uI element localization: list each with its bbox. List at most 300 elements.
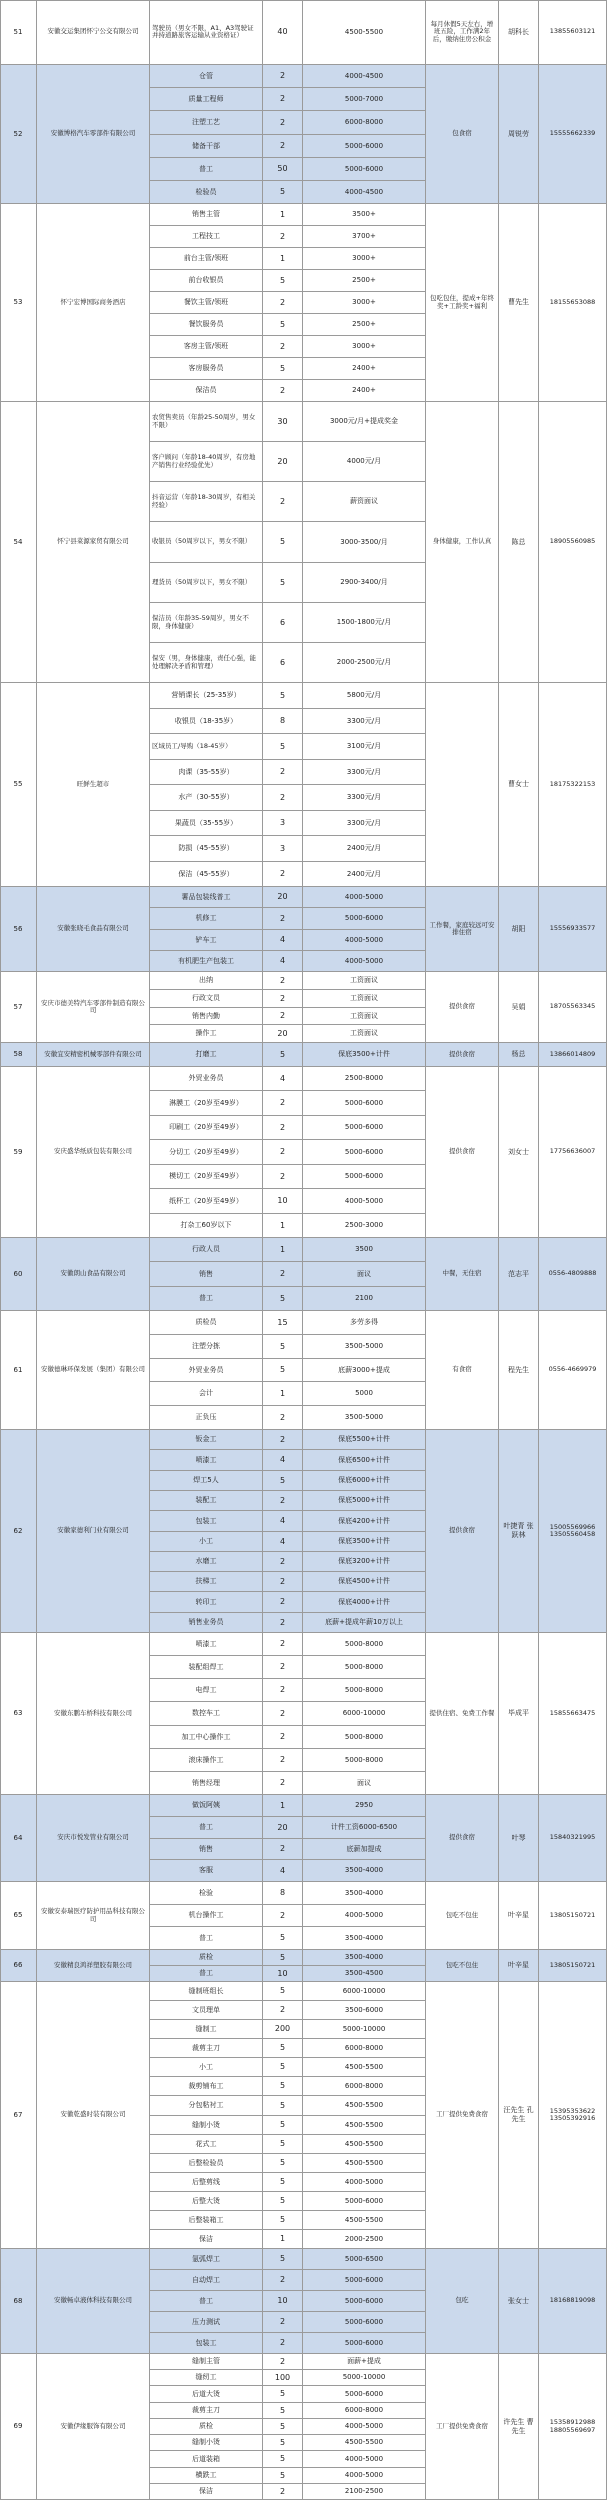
job-salary: 4000-5000 xyxy=(303,2451,426,2468)
company-name: 安徽乾盛时装有限公司 xyxy=(37,1982,150,2249)
benefits-remark: 有食宿 xyxy=(426,1311,499,1430)
job-count: 2 xyxy=(263,65,303,88)
job-count: 20 xyxy=(263,887,303,908)
job-salary: 5000-7000 xyxy=(303,88,426,111)
job-count: 20 xyxy=(263,1025,303,1043)
job-salary: 面议 xyxy=(303,1262,426,1287)
job-count: 5 xyxy=(263,2173,303,2192)
job-salary: 3500+ xyxy=(303,204,426,226)
phone-number[interactable]: 18168819098 xyxy=(539,2249,607,2354)
job-salary: 5000-6000 xyxy=(303,2386,426,2403)
job-count: 2 xyxy=(263,1572,303,1592)
job-count: 10 xyxy=(263,2291,303,2312)
job-count: 5 xyxy=(263,2451,303,2468)
job-salary: 3500-4500 xyxy=(303,1966,426,1982)
job-count: 2 xyxy=(263,1140,303,1165)
job-position: 注塑分拣 xyxy=(150,1335,263,1359)
job-salary: 多劳多得 xyxy=(303,1311,426,1335)
job-count: 2 xyxy=(263,336,303,358)
job-count: 5 xyxy=(263,2135,303,2154)
job-position: 销售内勤 xyxy=(150,1008,263,1025)
job-salary: 5000-6000 xyxy=(303,158,426,181)
job-salary: 保底4200+计件 xyxy=(303,1511,426,1532)
phone-number[interactable]: 13855603121 xyxy=(539,0,607,65)
contact-person: 范志平 xyxy=(499,1238,539,1311)
job-salary: 保底5000+计件 xyxy=(303,1491,426,1511)
phone-number[interactable]: 18175322153 xyxy=(539,683,607,887)
phone-number[interactable]: 18155653088 xyxy=(539,204,607,402)
row-number: 51 xyxy=(0,0,37,65)
row-number: 68 xyxy=(0,2249,37,2354)
job-salary: 4000-5000 xyxy=(303,2419,426,2435)
job-count: 2 xyxy=(263,862,303,887)
job-count: 20 xyxy=(263,1817,303,1839)
row-number: 58 xyxy=(0,1043,37,1067)
job-count: 15 xyxy=(263,1311,303,1335)
job-count: 5 xyxy=(263,358,303,380)
job-count: 2 xyxy=(263,760,303,785)
job-position: 打杂工60岁以下 xyxy=(150,1214,263,1238)
job-count: 5 xyxy=(263,181,303,204)
job-salary: 薪资面议 xyxy=(303,482,426,522)
job-salary: 4000-5000 xyxy=(303,2468,426,2484)
job-salary: 1500-1800元/月 xyxy=(303,603,426,643)
job-salary: 2000-2500元/月 xyxy=(303,643,426,683)
phone-number[interactable]: 13805150721 xyxy=(539,1950,607,1982)
job-salary: 2400+ xyxy=(303,380,426,402)
row-number: 53 xyxy=(0,204,37,402)
job-count: 30 xyxy=(263,402,303,442)
job-position: 会计 xyxy=(150,1382,263,1406)
job-count: 100 xyxy=(263,2370,303,2386)
job-count: 1 xyxy=(263,248,303,270)
contact-person: 胡科长 xyxy=(499,0,539,65)
company-name: 安徽交运集团怀宁公交有限公司 xyxy=(37,0,150,65)
benefits-remark: 提供食宿 xyxy=(426,1043,499,1067)
job-salary: 2000-2500 xyxy=(303,2230,426,2249)
contact-person: 汪先生 孔先生 xyxy=(499,1982,539,2249)
row-number: 59 xyxy=(0,1067,37,1238)
row-number: 57 xyxy=(0,972,37,1043)
company-name: 怀宁县菜源家贸有限公司 xyxy=(37,402,150,683)
job-count: 5 xyxy=(263,2077,303,2096)
row-number: 64 xyxy=(0,1795,37,1882)
job-salary: 工资面议 xyxy=(303,990,426,1008)
job-salary: 保底4000+计件 xyxy=(303,1592,426,1613)
job-salary: 6000-8000 xyxy=(303,2403,426,2419)
job-position: 打磨工 xyxy=(150,1043,263,1067)
job-count: 2 xyxy=(263,1491,303,1511)
company-name: 安徽东鹏车桥科技有限公司 xyxy=(37,1633,150,1795)
row-number: 52 xyxy=(0,65,37,204)
job-position: 客服 xyxy=(150,1860,263,1882)
job-salary: 2500-3000 xyxy=(303,1214,426,1238)
job-salary: 5000-10000 xyxy=(303,2370,426,2386)
job-salary: 6000-10000 xyxy=(303,1702,426,1726)
job-position: 销售经理 xyxy=(150,1772,263,1795)
job-salary: 2400元/月 xyxy=(303,836,426,862)
job-count: 200 xyxy=(263,2020,303,2039)
company-name: 旺鲜生超市 xyxy=(37,683,150,887)
job-salary: 2100 xyxy=(303,1287,426,1311)
job-count: 5 xyxy=(263,2058,303,2077)
job-salary: 2950 xyxy=(303,1795,426,1817)
job-count: 2 xyxy=(263,1592,303,1613)
job-count: 2 xyxy=(263,908,303,930)
job-count: 2 xyxy=(263,1839,303,1860)
job-salary: 3500-4000 xyxy=(303,1860,426,1882)
job-count: 5 xyxy=(263,734,303,760)
job-salary: 4000-5000 xyxy=(303,1189,426,1214)
job-salary: 5000 xyxy=(303,1382,426,1406)
phone-number[interactable]: 15556933577 xyxy=(539,887,607,972)
job-position: 普工 xyxy=(150,1287,263,1311)
job-salary: 3500-4000 xyxy=(303,1882,426,1905)
job-salary: 6000-8000 xyxy=(303,111,426,135)
job-position: 营销课长（25-35岁） xyxy=(150,683,263,709)
job-position: 裁剪铺布工 xyxy=(150,2077,263,2096)
contact-person: 毕成平 xyxy=(499,1633,539,1795)
phone-number[interactable]: 0556-4809888 xyxy=(539,1238,607,1311)
job-salary: 2400元/月 xyxy=(303,862,426,887)
job-position: 缝制小烫 xyxy=(150,2116,263,2135)
job-salary: 底薪3000+提成 xyxy=(303,1359,426,1382)
job-count: 2 xyxy=(263,111,303,135)
contact-person: 叶捷青 张跃林 xyxy=(499,1430,539,1633)
job-position: 操作工 xyxy=(150,1025,263,1043)
job-position: 做饭阿姨 xyxy=(150,1795,263,1817)
benefits-remark: 提供食宿 xyxy=(426,972,499,1043)
job-position: 保洁员（年龄35-59周岁，男女不限，身体健康） xyxy=(150,603,263,643)
job-count: 5 xyxy=(263,2435,303,2451)
job-salary: 3000元/月+提成奖金 xyxy=(303,402,426,442)
benefits-remark: 包食宿 xyxy=(426,65,499,204)
job-position: 水产（30-55岁） xyxy=(150,785,263,811)
job-salary: 5000-8000 xyxy=(303,1726,426,1749)
job-count: 2 xyxy=(263,380,303,402)
job-count: 4 xyxy=(263,1860,303,1882)
phone-number[interactable]: 15855663475 xyxy=(539,1633,607,1795)
job-count: 2 xyxy=(263,785,303,811)
job-count: 1 xyxy=(263,2230,303,2249)
job-salary: 3000+ xyxy=(303,248,426,270)
contact-person: 程先生 xyxy=(499,1311,539,1430)
job-salary: 4000-5000 xyxy=(303,2173,426,2192)
company-name: 安徽畅卓液体科技有限公司 xyxy=(37,2249,150,2354)
company-name: 安庆市德美特汽车零部件制造有限公司 xyxy=(37,972,150,1043)
job-count: 2 xyxy=(263,1406,303,1430)
job-position: 质检 xyxy=(150,1950,263,1966)
job-salary: 面薪+提成 xyxy=(303,2354,426,2370)
job-position: 包装工 xyxy=(150,1511,263,1532)
job-count: 2 xyxy=(263,2333,303,2354)
job-salary: 3000+ xyxy=(303,336,426,358)
benefits-remark: 提供食宿 xyxy=(426,1430,499,1633)
phone-number[interactable]: 15395353622 13505392916 xyxy=(539,1982,607,2249)
job-position: 质检 xyxy=(150,2419,263,2435)
job-count: 20 xyxy=(263,442,303,482)
job-position: 小工 xyxy=(150,1532,263,1552)
company-name: 安徽宜安精密机械零部件有限公司 xyxy=(37,1043,150,1067)
company-name: 安庆市悦发管业有限公司 xyxy=(37,1795,150,1882)
job-salary: 3300元/月 xyxy=(303,811,426,836)
job-position: 压力测试 xyxy=(150,2312,263,2333)
job-position: 模切工（20岁至49岁） xyxy=(150,1165,263,1189)
phone-number[interactable]: 15358912988 18805569697 xyxy=(539,2354,607,2500)
job-salary: 保底5500+计件 xyxy=(303,1430,426,1450)
job-count: 1 xyxy=(263,204,303,226)
job-position: 后整大烫 xyxy=(150,2192,263,2211)
job-count: 2 xyxy=(263,1679,303,1702)
job-salary: 5000-6500 xyxy=(303,2249,426,2270)
job-count: 2 xyxy=(263,1008,303,1025)
contact-person: 许先生 曹先生 xyxy=(499,2354,539,2500)
job-position: 销售 xyxy=(150,1262,263,1287)
job-position: 横跌工 xyxy=(150,2468,263,2484)
benefits-remark: 身体健康，工作认真 xyxy=(426,402,499,683)
row-number: 60 xyxy=(0,1238,37,1311)
phone-number[interactable]: 15005569966 13505560458 xyxy=(539,1430,607,1633)
job-count: 1 xyxy=(263,1214,303,1238)
job-salary: 4500-5500 xyxy=(303,2096,426,2116)
job-count: 2 xyxy=(263,1430,303,1450)
row-number: 67 xyxy=(0,1982,37,2249)
job-position: 自动焊工 xyxy=(150,2270,263,2291)
company-name: 安徽伊缘服饰有限公司 xyxy=(37,2354,150,2500)
phone-number[interactable]: 18705563345 xyxy=(539,972,607,1043)
job-count: 5 xyxy=(263,683,303,709)
job-salary: 4500-5500 xyxy=(303,0,426,65)
job-salary: 4500-5500 xyxy=(303,2435,426,2451)
job-count: 2 xyxy=(263,2354,303,2370)
job-salary: 5000-6000 xyxy=(303,2192,426,2211)
job-salary: 底薪+提成年薪10万以上 xyxy=(303,1613,426,1633)
job-salary: 3500 xyxy=(303,1238,426,1262)
job-position: 小工 xyxy=(150,2058,263,2077)
job-salary: 面议 xyxy=(303,1772,426,1795)
job-position: 转印工 xyxy=(150,1592,263,1613)
job-position: 质量工程师 xyxy=(150,88,263,111)
job-salary: 5000-8000 xyxy=(303,1679,426,1702)
job-salary: 2400+ xyxy=(303,358,426,380)
phone-number[interactable]: 13866014809 xyxy=(539,1043,607,1067)
job-count: 5 xyxy=(263,2211,303,2230)
job-count: 8 xyxy=(263,1882,303,1905)
job-position: 缝制主管 xyxy=(150,2354,263,2370)
job-position: 喷漆工 xyxy=(150,1633,263,1656)
job-count: 5 xyxy=(263,1927,303,1950)
job-salary: 6000-10000 xyxy=(303,1982,426,2001)
job-position: 普工 xyxy=(150,158,263,181)
job-count: 5 xyxy=(263,2192,303,2211)
job-count: 2 xyxy=(263,1091,303,1116)
job-count: 10 xyxy=(263,1189,303,1214)
benefits-remark: 工厂提供免费食宿 xyxy=(426,1982,499,2249)
job-salary: 4000元/月 xyxy=(303,442,426,482)
job-position: 后整检验员 xyxy=(150,2154,263,2173)
job-position: 仓管 xyxy=(150,65,263,88)
job-position: 普工 xyxy=(150,2291,263,2312)
job-count: 4 xyxy=(263,1511,303,1532)
job-salary: 4500-5500 xyxy=(303,2135,426,2154)
job-salary: 5000-6000 xyxy=(303,2291,426,2312)
job-count: 5 xyxy=(263,1335,303,1359)
job-count: 2 xyxy=(263,1552,303,1572)
job-count: 2 xyxy=(263,1633,303,1656)
job-count: 2 xyxy=(263,2484,303,2500)
phone-number[interactable]: 15555662339 xyxy=(539,65,607,204)
job-count: 5 xyxy=(263,1471,303,1491)
row-number: 62 xyxy=(0,1430,37,1633)
job-count: 3 xyxy=(263,836,303,862)
job-count: 1 xyxy=(263,1795,303,1817)
job-count: 2 xyxy=(263,2270,303,2291)
job-salary: 保底3500+计件 xyxy=(303,1532,426,1552)
contact-person: 吴娟 xyxy=(499,972,539,1043)
job-position: 销售业务员 xyxy=(150,1613,263,1633)
contact-person: 张女士 xyxy=(499,2249,539,2354)
job-position: 分包粘衬工 xyxy=(150,2096,263,2116)
job-count: 5 xyxy=(263,2403,303,2419)
job-position: 保洁 xyxy=(150,2230,263,2249)
phone-number[interactable]: 15840321995 xyxy=(539,1795,607,1882)
contact-person: 胡阳 xyxy=(499,887,539,972)
benefits-remark: 包吃不包住 xyxy=(426,1950,499,1982)
job-position: 前台收银员 xyxy=(150,270,263,292)
job-position: 氩弧焊工 xyxy=(150,2249,263,2270)
job-salary: 3300元/月 xyxy=(303,709,426,734)
job-count: 2 xyxy=(263,88,303,111)
benefits-remark: 包吃不包住 xyxy=(426,1882,499,1950)
job-count: 8 xyxy=(263,709,303,734)
job-count: 1 xyxy=(263,1382,303,1406)
job-position: 机台操作工 xyxy=(150,1905,263,1927)
job-salary: 3100元/月 xyxy=(303,734,426,760)
job-position: 扶梯工 xyxy=(150,1572,263,1592)
job-count: 4 xyxy=(263,1450,303,1471)
benefits-remark: 包吃包住，提成+年终奖+工龄奖+福利 xyxy=(426,204,499,402)
job-salary: 保底6500+计件 xyxy=(303,1450,426,1471)
job-count: 5 xyxy=(263,314,303,336)
company-name: 安徽德琳环保发展（集团）有限公司 xyxy=(37,1311,150,1430)
benefits-remark: 每月休假5天左右，增班五险，工作满2年后，缴纳住房公积金 xyxy=(426,0,499,65)
job-position: 缝制小烫 xyxy=(150,2435,263,2451)
job-salary: 工资面议 xyxy=(303,1025,426,1043)
job-position: 出纳 xyxy=(150,972,263,990)
job-position: 印刷工（20岁至49岁） xyxy=(150,1116,263,1140)
job-salary: 计件工资6000-6500 xyxy=(303,1817,426,1839)
phone-number[interactable]: 17756636007 xyxy=(539,1067,607,1238)
job-count: 2 xyxy=(263,990,303,1008)
job-salary: 5000-6000 xyxy=(303,2312,426,2333)
job-position: 区域员工/导购（18-45岁） xyxy=(150,734,263,760)
contact-person: 杨总 xyxy=(499,1043,539,1067)
job-salary: 5000-6000 xyxy=(303,1091,426,1116)
job-position: 淋膜工（20岁至49岁） xyxy=(150,1091,263,1116)
job-count: 5 xyxy=(263,563,303,603)
row-number: 55 xyxy=(0,683,37,887)
job-salary: 2500+ xyxy=(303,314,426,336)
job-position: 薯品包装线普工 xyxy=(150,887,263,908)
phone-number[interactable]: 18905560985 xyxy=(539,402,607,683)
company-name: 安徽朗山食品有限公司 xyxy=(37,1238,150,1311)
job-position: 保洁员 xyxy=(150,380,263,402)
company-name: 安徽安泰瑞医疗防护用品科技有限公司 xyxy=(37,1882,150,1950)
job-salary: 工资面议 xyxy=(303,972,426,990)
job-salary: 4000-5000 xyxy=(303,887,426,908)
job-salary: 2500+ xyxy=(303,270,426,292)
job-position: 驾驶员（男女不限，A1、A3驾驶证并持道路旅客运输从业资格证） xyxy=(150,0,263,65)
phone-number[interactable]: 13805150721 xyxy=(539,1882,607,1950)
job-position: 客房服务员 xyxy=(150,358,263,380)
job-position: 钣金工 xyxy=(150,1430,263,1450)
job-position: 检验员 xyxy=(150,181,263,204)
job-salary: 5000-6000 xyxy=(303,1140,426,1165)
phone-number[interactable]: 0556-4669979 xyxy=(539,1311,607,1430)
job-position: 销售主管 xyxy=(150,204,263,226)
job-salary: 4500-5500 xyxy=(303,2116,426,2135)
job-position: 注塑工艺 xyxy=(150,111,263,135)
job-count: 2 xyxy=(263,1613,303,1633)
job-position: 缝制工 xyxy=(150,2020,263,2039)
job-salary: 3500-5000 xyxy=(303,1335,426,1359)
job-count: 3 xyxy=(263,811,303,836)
job-count: 5 xyxy=(263,2419,303,2435)
row-number: 56 xyxy=(0,887,37,972)
job-salary: 3500-4000 xyxy=(303,1927,426,1950)
job-count: 5 xyxy=(263,2386,303,2403)
job-salary: 底薪加提成 xyxy=(303,1839,426,1860)
job-position: 后整装箱工 xyxy=(150,2211,263,2230)
job-position: 果蔬员（35-55岁） xyxy=(150,811,263,836)
job-count: 5 xyxy=(263,1287,303,1311)
job-count: 5 xyxy=(263,2468,303,2484)
job-count: 10 xyxy=(263,1966,303,1982)
job-count: 5 xyxy=(263,270,303,292)
job-count: 5 xyxy=(263,2249,303,2270)
company-name: 安徽博格汽车零部件有限公司 xyxy=(37,65,150,204)
job-position: 外贸业务员 xyxy=(150,1067,263,1091)
job-salary: 2100-2500 xyxy=(303,2484,426,2500)
job-count: 2 xyxy=(263,1702,303,1726)
job-salary: 保底4500+计件 xyxy=(303,1572,426,1592)
job-count: 4 xyxy=(263,930,303,951)
job-salary: 5800元/月 xyxy=(303,683,426,709)
job-count: 2 xyxy=(263,1726,303,1749)
company-name: 安徽张晓毛食品有限公司 xyxy=(37,887,150,972)
job-salary: 6000-8000 xyxy=(303,2039,426,2058)
job-salary: 4000-4500 xyxy=(303,65,426,88)
job-position: 后道装箱 xyxy=(150,2451,263,2468)
contact-person: 曹先生 xyxy=(499,204,539,402)
job-salary: 4000-5000 xyxy=(303,930,426,951)
job-salary: 6000-8000 xyxy=(303,2077,426,2096)
job-count: 5 xyxy=(263,2096,303,2116)
row-number: 54 xyxy=(0,402,37,683)
job-position: 文员理单 xyxy=(150,2001,263,2020)
row-number: 66 xyxy=(0,1950,37,1982)
job-salary: 5000-8000 xyxy=(303,1749,426,1772)
job-salary: 4000-5000 xyxy=(303,1905,426,1927)
job-salary: 保底6000+计件 xyxy=(303,1471,426,1491)
job-count: 5 xyxy=(263,2154,303,2173)
contact-person: 周锐劳 xyxy=(499,65,539,204)
job-count: 4 xyxy=(263,1532,303,1552)
job-position: 肉课（35-55岁） xyxy=(150,760,263,785)
job-count: 2 xyxy=(263,482,303,522)
job-position: 储备干部 xyxy=(150,135,263,158)
job-position: 数控车工 xyxy=(150,1702,263,1726)
